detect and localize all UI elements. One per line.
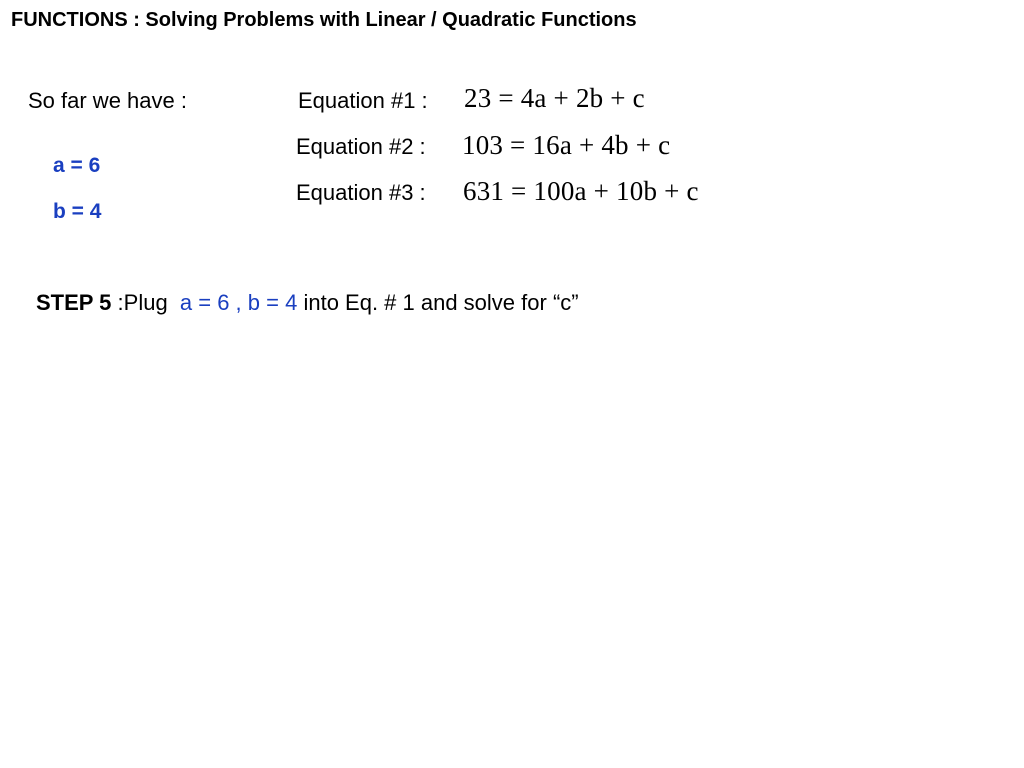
equation-2-label: Equation #2 : [296,134,426,159]
equation-3-expression: 631 = 100a + 10b + c [463,176,699,206]
step-prefix: :Plug [111,290,180,315]
step-suffix: into Eq. # 1 and solve for “c” [297,290,579,315]
equation-1-expression: 23 = 4a + 2b + c [464,83,645,113]
step-label: STEP 5 [36,290,112,315]
known-value-b: b = 4 [53,200,102,223]
equation-1-label: Equation #1 : [298,88,428,113]
step-5-instruction [36,290,579,316]
so-far-label: So far we have : [28,88,187,113]
equation-2-expression: 103 = 16a + 4b + c [462,130,671,160]
known-value-a: a = 6 [53,154,101,177]
step-highlight-values: a = 6 , b = 4 [179,290,298,315]
slide-title: FUNCTIONS : Solving Problems with Linear / Quadratic Functions [11,9,637,31]
equation-3-label: Equation #3 : [296,180,426,205]
